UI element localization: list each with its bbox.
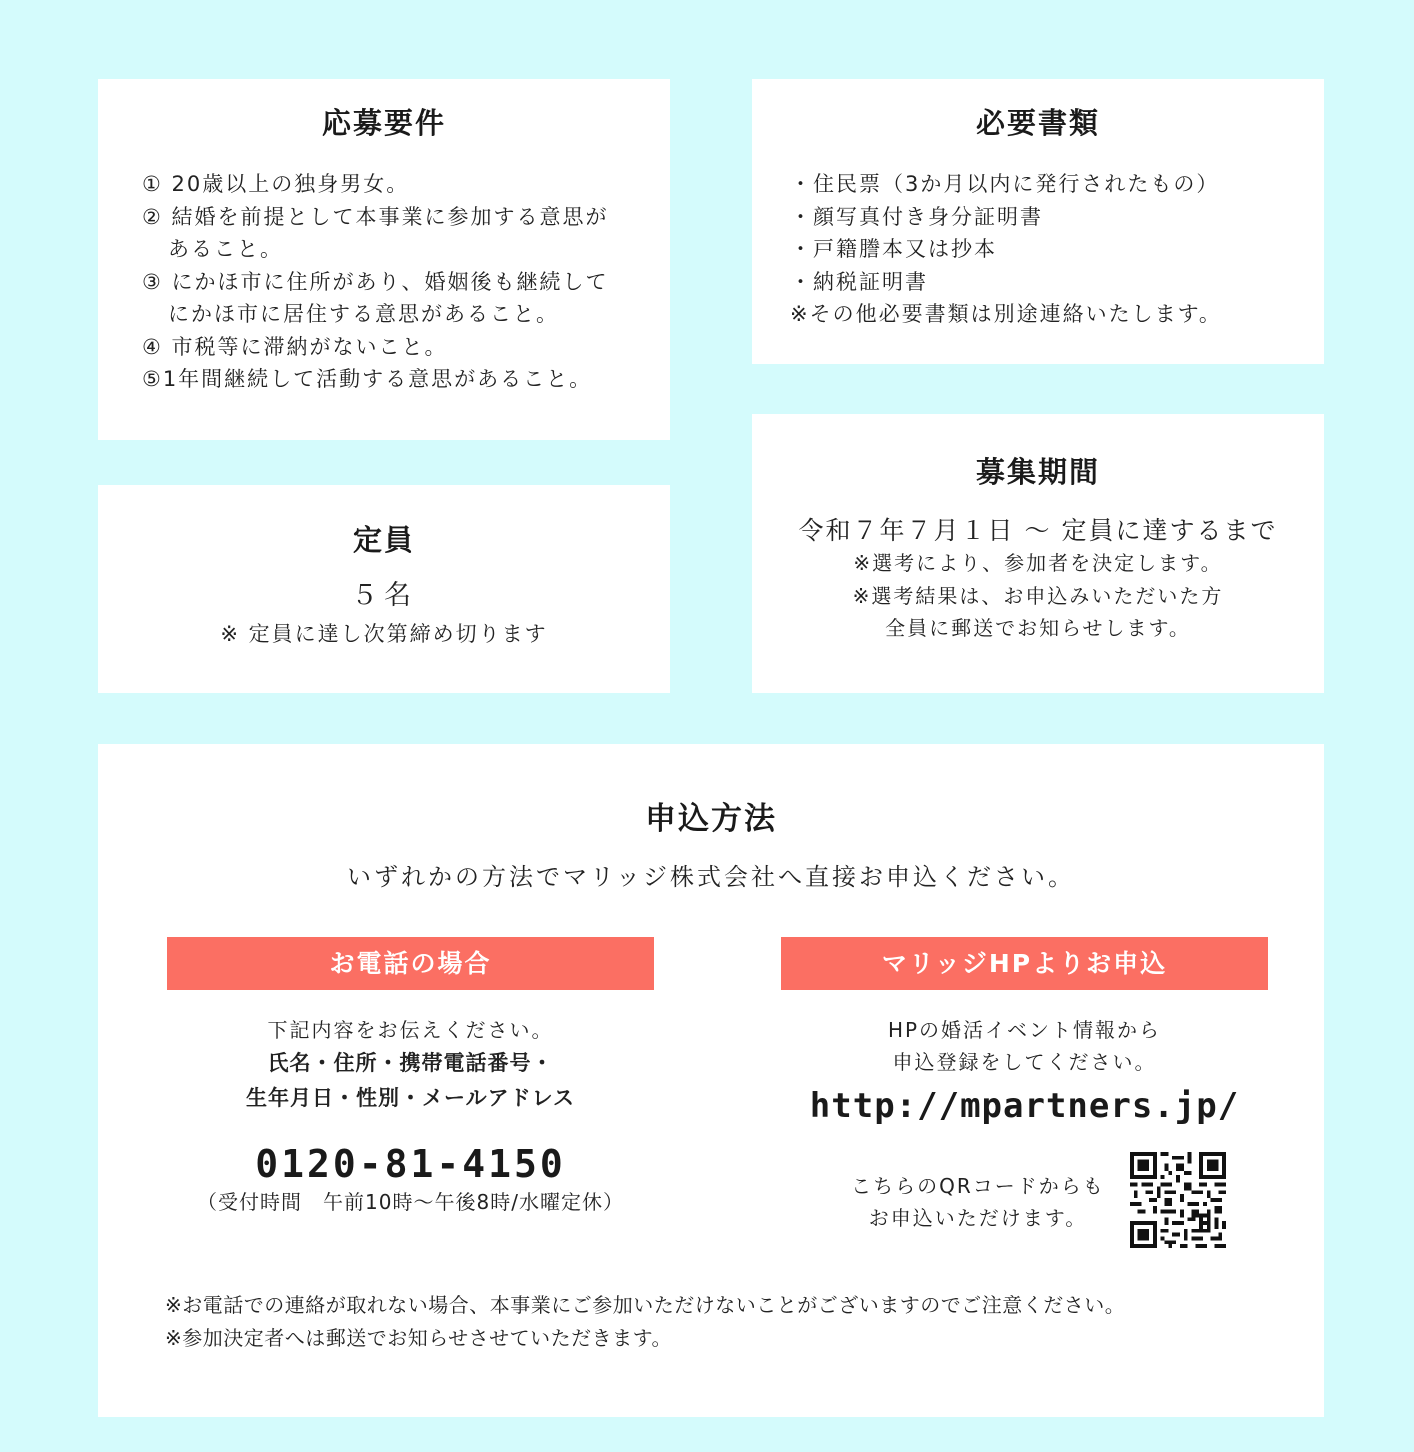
apply-note: ※お電話での連絡が取れない場合、本事業にご参加いただけないことがございますのでご注意ください。 [165, 1293, 1126, 1317]
hp-line-1: HPの婚活イベント情報から [887, 1018, 1162, 1042]
period-title: 募集期間 [975, 455, 1100, 489]
capacity-card [98, 485, 670, 693]
hp-url-link[interactable]: http://mpartners.jp/ [809, 1086, 1240, 1126]
capacity-title: 定員 [352, 523, 415, 557]
phone-hours: （受付時間 午前10時～午後8時/水曜定休） [197, 1190, 624, 1214]
hp-column [781, 1014, 1268, 1126]
hp-line-2: 申込登録をしてください。 [892, 1050, 1157, 1074]
capacity-note: ※ 定員に達し次第締め切ります [220, 622, 548, 646]
document-item: ・納税証明書 [790, 269, 928, 294]
phone-number[interactable]: 0120-81-4150 [255, 1142, 566, 1186]
phone-banner: お電話の場合 [167, 937, 654, 990]
period-note: 全員に郵送でお知らせします。 [885, 616, 1191, 640]
apply-card [98, 744, 1324, 1417]
phone-lead: 下記内容をお伝えください。 [267, 1018, 554, 1042]
qr-line-2: お申込いただけます。 [868, 1206, 1088, 1230]
hp-banner: マリッジHPよりお申込 [781, 937, 1268, 990]
apply-intro: いずれかの方法でマリッジ株式会社へ直接お申込ください。 [346, 863, 1076, 891]
requirement-item: ④ 市税等に滞納がないこと。 [142, 334, 448, 359]
requirements-title: 応募要件 [321, 106, 446, 140]
capacity-number: ５名 [351, 580, 417, 611]
documents-note: ※その他必要書類は別途連絡いたします。 [790, 302, 1222, 326]
requirement-item-cont: にかほ市に居住する意思があること。 [168, 302, 559, 326]
documents-card [752, 79, 1324, 364]
requirement-item-cont: あること。 [168, 237, 283, 261]
apply-note: ※参加決定者へは郵送でお知らせさせていただきます。 [165, 1325, 673, 1350]
requirements-card [98, 79, 670, 440]
phone-info-1: 氏名・住所・携帯電話番号・ [267, 1051, 554, 1075]
requirement-item: ⑤1年間継続して活動する意思があること。 [142, 367, 593, 391]
document-item: ・住民票（3か月以内に発行されたもの） [790, 172, 1220, 196]
document-item: ・戸籍謄本又は抄本 [790, 237, 997, 261]
qr-line-1: こちらのQRコードからも [851, 1174, 1105, 1198]
period-main: 令和７年７月１日 ～ 定員に達するまで [798, 516, 1278, 545]
period-note: ※選考結果は、お申込みいただいた方 [852, 583, 1224, 608]
requirement-item: ③ にかほ市に住所があり、婚姻後も継続して [142, 269, 609, 294]
requirements-list [142, 168, 609, 396]
qr-code-icon[interactable] [1130, 1152, 1226, 1248]
phone-column [167, 1014, 654, 1215]
apply-notes [165, 1289, 1125, 1354]
apply-title: 申込方法 [645, 801, 777, 837]
document-item: ・顔写真付き身分証明書 [790, 204, 1043, 229]
documents-title: 必要書類 [975, 106, 1100, 140]
phone-info-2: 生年月日・性別・メールアドレス [246, 1086, 575, 1110]
requirement-item: ① 20歳以上の独身男女。 [142, 172, 410, 196]
requirement-item: ② 結婚を前提として本事業に参加する意思が [142, 204, 609, 229]
qr-section [838, 1152, 1238, 1252]
documents-list [790, 168, 1222, 331]
period-note: ※選考により、参加者を決定します。 [853, 551, 1223, 575]
period-notes [752, 547, 1324, 645]
period-card [752, 414, 1324, 693]
qr-text [838, 1170, 1118, 1234]
